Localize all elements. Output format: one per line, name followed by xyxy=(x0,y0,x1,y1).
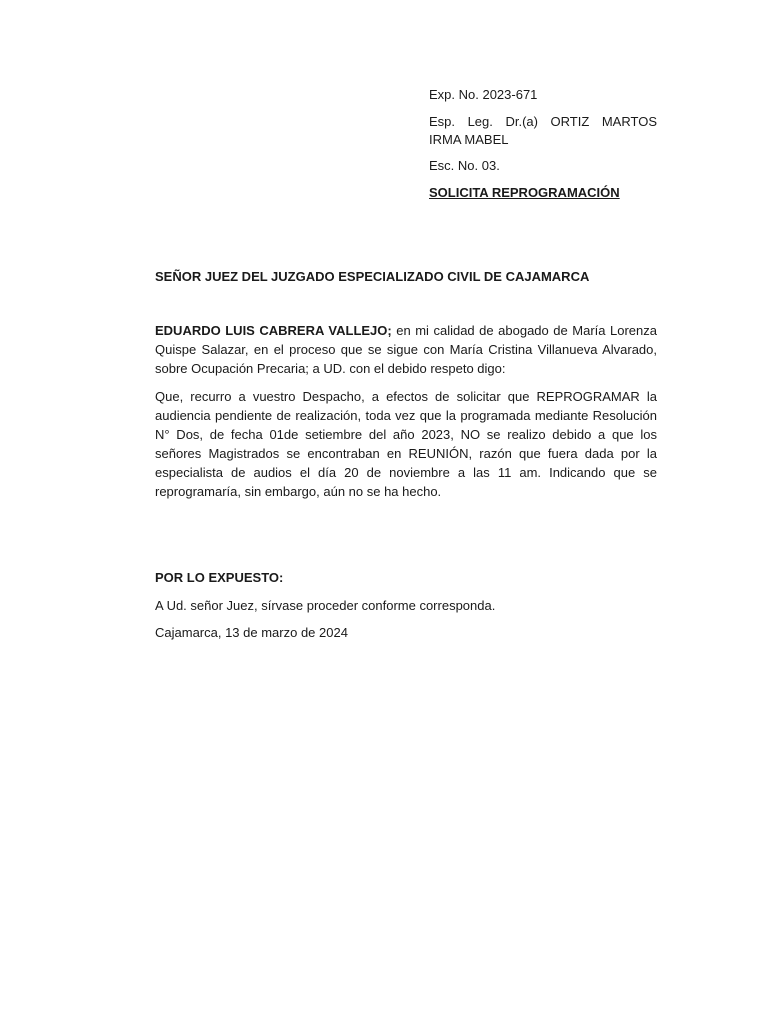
intro-text: en mi calidad de abogado de María Lorenza Quispe Salazar, en el proceso que se sigue con María Cristina Villanueva Alvarado, sobre Ocupación Precaria; a UD. con el debido respeto digo: xyxy=(155,323,657,376)
filing-number: Esc. No. 03. xyxy=(429,158,500,173)
case-header xyxy=(429,86,657,210)
request-paragraph xyxy=(155,387,657,501)
petition-text: A Ud. señor Juez, sírvase proceder conforme corresponda. xyxy=(155,598,496,613)
intro-paragraph xyxy=(155,321,657,378)
request-text: Que, recurro a vuestro Despacho, a efectos de solicitar que REPROGRAMAR la audiencia pendiente de realización, toda vez que la programada mediante Resolución N° Dos, de fecha 01de setiembre del año 2023, NO se realizo debido a que los señores Magistrados se encontraban en REUNIÓN, razón que fuera dada por la especialista de audios el día 20 de noviembre a las 11 am. Indicando que se reprogramaría, sin embargo, aún no se ha hecho. xyxy=(155,389,657,499)
addressee-text: SEÑOR JUEZ DEL JUZGADO ESPECIALIZADO CIVIL DE CAJAMARCA xyxy=(155,269,590,284)
case-number: Exp. No. 2023-671 xyxy=(429,87,538,102)
petitioner-name: EDUARDO LUIS CABRERA VALLEJO; xyxy=(155,323,392,338)
filing-subject: SOLICITA REPROGRAMACIÓN xyxy=(429,185,620,200)
place-date xyxy=(155,623,657,642)
petition xyxy=(155,596,657,615)
legal-specialist: Esp. Leg. Dr.(a) ORTIZ MARTOS IRMA MABEL xyxy=(429,114,657,147)
closing-heading-text: POR LO EXPUESTO: xyxy=(155,570,284,585)
addressee xyxy=(155,267,657,286)
closing-heading xyxy=(155,568,657,587)
place-date-text: Cajamarca, 13 de marzo de 2024 xyxy=(155,625,348,640)
